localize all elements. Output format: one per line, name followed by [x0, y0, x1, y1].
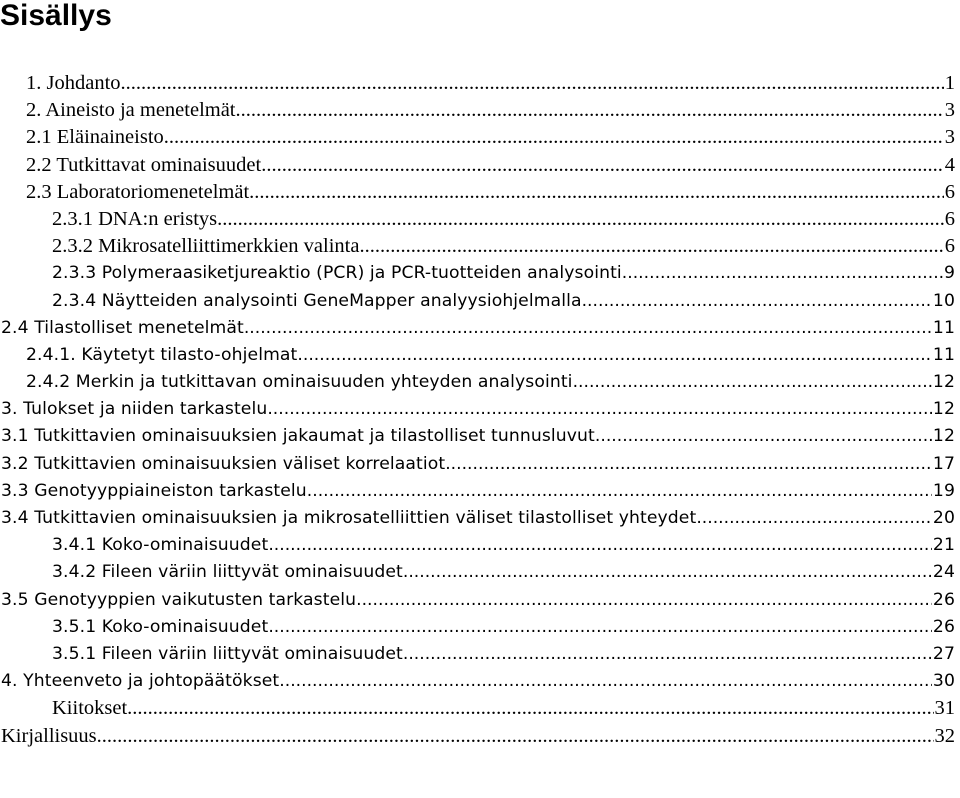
toc-entry[interactable]: [0, 124, 955, 151]
toc-entry-title: 3.2 Tutkittavien ominaisuuksien väliset korrelaatiot: [1, 453, 446, 474]
dot-leader: [359, 233, 943, 260]
dot-leader: [127, 695, 933, 722]
toc-entry-title: Kiitokset: [52, 697, 128, 720]
dot-leader: [573, 369, 932, 396]
toc-entry-page-number: 11: [932, 317, 955, 338]
toc-entry-page-number: 26: [932, 616, 955, 637]
toc-entry-page-number: 26: [932, 589, 955, 610]
toc-entry-page-number: 20: [932, 508, 955, 528]
dot-leader: [582, 288, 932, 315]
toc-entry-title: 3.4.2 Fileen väriin liittyvät ominaisuudet: [52, 562, 403, 583]
toc-entry-title: 2.2 Tutkittavat ominaisuudet: [26, 153, 262, 176]
toc-entry[interactable]: [0, 641, 955, 668]
toc-entry[interactable]: [0, 423, 955, 450]
toc-entry-page-number: 4: [944, 153, 955, 176]
toc-entry[interactable]: [0, 206, 955, 233]
toc-entry-title: 2.3 Laboratoriomenetelmät: [26, 180, 250, 203]
toc-entry-title: 3. Tulokset ja niiden tarkastelu: [1, 399, 268, 420]
toc-entry[interactable]: [0, 505, 955, 532]
toc-entry-page-number: 32: [934, 724, 955, 747]
dot-leader: [268, 614, 932, 641]
toc-entry[interactable]: [0, 723, 955, 750]
dot-leader: [121, 70, 944, 97]
toc-entry-page-number: 6: [944, 207, 955, 230]
toc-entry-title: 2.3.1 DNA:n eristys: [52, 207, 218, 230]
toc-entry-title: 1. Johdanto: [26, 72, 121, 94]
toc-entry[interactable]: [0, 369, 955, 396]
dot-leader: [595, 423, 932, 450]
toc-entry-title: 2. Aineisto ja menetelmät: [26, 99, 236, 122]
toc-entry-page-number: 1: [944, 72, 955, 94]
toc-entry-page-number: 11: [932, 344, 955, 365]
toc-entry-title: 3.4.1 Koko-ominaisuudet: [52, 535, 269, 556]
toc-entry-title: 2.3.4 Näytteiden analysointi GeneMapper analyysiohjelmalla: [52, 290, 582, 311]
toc-entry[interactable]: [0, 559, 955, 586]
toc-entry-page-number: 27: [932, 643, 955, 664]
dot-leader: [403, 641, 932, 668]
toc-entry-page-number: 12: [932, 426, 955, 447]
toc-entry-title: 3.4 Tutkittavien ominaisuuksien ja mikrosatelliittien väliset tilastolliset yhteydet: [1, 508, 697, 528]
toc-entry-page-number: 10: [932, 290, 955, 311]
toc-entry[interactable]: [0, 695, 955, 722]
dot-leader: [249, 179, 944, 206]
dot-leader: [356, 587, 932, 614]
dot-leader: [622, 260, 943, 287]
dot-leader: [164, 124, 944, 151]
toc-entry-title: 2.3.2 Mikrosatelliittimerkkien valinta: [52, 235, 360, 258]
toc-entry-page-number: 3: [944, 99, 955, 122]
toc-entry-page-number: 9: [943, 263, 955, 284]
page-title: Sisällys: [0, 0, 112, 32]
toc-entry-page-number: 21: [932, 535, 955, 556]
toc-entry-page-number: 6: [944, 180, 955, 203]
dot-leader: [445, 451, 932, 478]
toc-entry[interactable]: [0, 179, 955, 206]
dot-leader: [217, 206, 944, 233]
dot-leader: [279, 668, 932, 695]
dot-leader: [696, 505, 932, 532]
dot-leader: [307, 478, 932, 505]
toc-entry-title: 2.3.3 Polymeraasiketjureaktio (PCR) ja PCR-tuotteiden analysointi: [52, 263, 622, 284]
toc-entry-title: Kirjallisuus: [1, 724, 97, 747]
toc-entry[interactable]: [0, 315, 955, 342]
dot-leader: [244, 315, 932, 342]
dot-leader: [97, 723, 934, 750]
toc-entry-page-number: 31: [934, 697, 955, 720]
toc-entry-page-number: 12: [932, 399, 955, 420]
toc-entry[interactable]: [0, 396, 955, 423]
toc-entry[interactable]: [0, 260, 955, 287]
toc-entry[interactable]: [0, 587, 955, 614]
dot-leader: [261, 152, 944, 179]
toc-entry[interactable]: [0, 233, 955, 260]
toc-entry[interactable]: [0, 668, 955, 695]
toc-entry-title: 3.1 Tutkittavien ominaisuuksien jakaumat ja tilastolliset tunnusluvut: [1, 426, 595, 447]
toc-entry[interactable]: [0, 70, 955, 97]
toc-entry-title: 2.4.2 Merkin ja tutkittavan ominaisuuden yhteyden analysointi: [26, 372, 573, 393]
toc-entry-title: 2.1 Eläinaineisto: [26, 126, 164, 149]
toc-entry-title: 3.3 Genotyyppiaineiston tarkastelu: [1, 480, 307, 501]
toc-entry[interactable]: [0, 288, 955, 315]
toc-entry-title: 3.5.1 Koko-ominaisuudet: [52, 616, 269, 637]
toc-entry-page-number: 24: [932, 562, 955, 583]
toc-entry-page-number: 17: [932, 453, 955, 474]
toc-entry-page-number: 19: [932, 480, 955, 501]
table-of-contents: [0, 70, 955, 750]
toc-entry[interactable]: [0, 97, 955, 124]
toc-entry-title: 2.4 Tilastolliset menetelmät: [1, 317, 244, 338]
toc-entry[interactable]: [0, 614, 955, 641]
toc-entry-page-number: 6: [944, 235, 955, 258]
toc-entry-title: 2.4.1. Käytetyt tilasto-ohjelmat: [26, 344, 298, 365]
toc-entry-page-number: 3: [944, 126, 955, 149]
toc-entry-title: 3.5 Genotyyppien vaikutusten tarkastelu: [1, 589, 357, 610]
dot-leader: [268, 532, 932, 559]
toc-entry[interactable]: [0, 152, 955, 179]
toc-entry-title: 4. Yhteenveto ja johtopäätökset: [1, 671, 280, 692]
dot-leader: [236, 97, 944, 124]
toc-entry-page-number: 12: [932, 372, 955, 393]
toc-entry[interactable]: [0, 478, 955, 505]
toc-entry[interactable]: [0, 451, 955, 478]
dot-leader: [403, 559, 932, 586]
dot-leader: [267, 396, 932, 423]
toc-entry[interactable]: [0, 342, 955, 369]
toc-entry-title: 3.5.1 Fileen väriin liittyvät ominaisuudet: [52, 643, 403, 664]
dot-leader: [297, 342, 932, 369]
toc-entry-page-number: 30: [932, 671, 955, 692]
toc-entry[interactable]: [0, 532, 955, 559]
